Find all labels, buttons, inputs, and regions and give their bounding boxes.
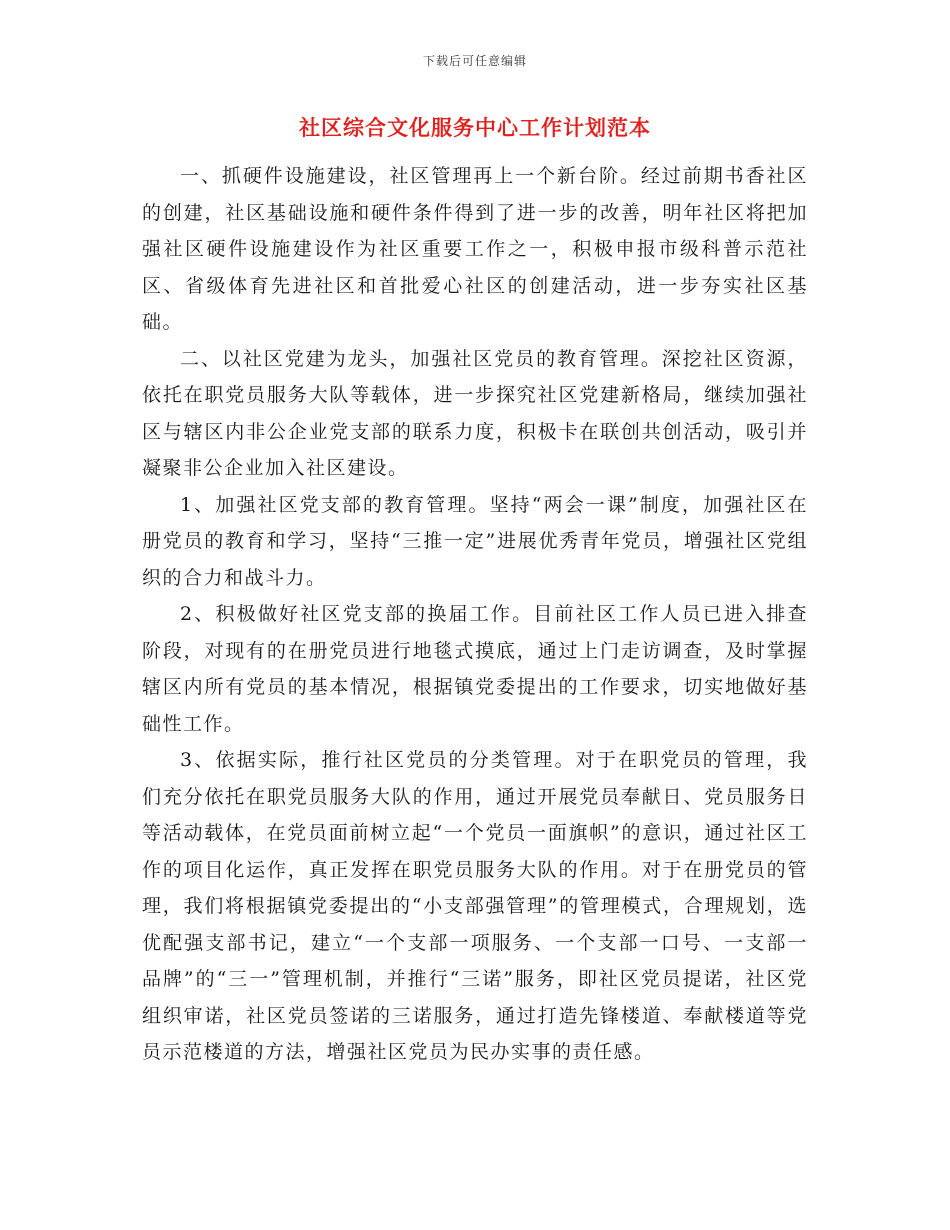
paragraph-item-1: 1、加强社区党支部的教育管理。坚持“两会一课”制度，加强社区在册党员的教育和学习，坚持“三推一定”进展优秀青年党员，增强社区党组织的合力和战斗力。 [142, 493, 808, 589]
paragraph-item-3: 3、依据实际，推行社区党员的分类管理。对于在职党员的管理，我们充分依托在职党员服务大队的作用，通过开展党员奉献日、党员服务日等活动载体，在党员面前树立起“一个党员一面旗帜”的意识，通过社区工作的项目化运作，真正发挥在职党员服务大队的作用。对于在册党员的管理，我们将根据镇党委提出的“小支部强管理”的管理模式，合理规划，选优配强支部书记，建立“一个支部一项服务、一个支部一口号、一支部一品牌”的“三一”管理机制，并推行“三诺”服务，即社区党员提诺，社区党组织审诺，社区党员签诺的三诺服务，通过打造先锋楼道、奉献楼道等党员示范楼道的方法，增强社区党员为民办实事的责任感。 [142, 749, 808, 1063]
header-note: 下载后可任意编辑 [422, 54, 527, 68]
paragraph-item-2: 2、积极做好社区党支部的换届工作。目前社区工作人员已进入排查阶段，对现有的在册党员进行地毯式摸底，通过上门走访调查，及时掌握辖区内所有党员的基本情况，根据镇党委提出的工作要求，切实地做好基础性工作。 [142, 603, 808, 735]
document-title: 社区综合文化服务中心工作计划范本 [299, 116, 651, 140]
paragraph-party-building: 二、以社区党建为龙头，加强社区党员的教育管理。深挖社区资源，依托在职党员服务大队等载体，进一步探究社区党建新格局，继续加强社区与辖区内非公企业党支部的联系力度，积极卡在联创共创活动，吸引并凝聚非公企业加入社区建设。 [142, 347, 808, 479]
paragraph-hardware: 一、抓硬件设施建设，社区管理再上一个新台阶。经过前期书香社区的创建，社区基础设施和硬件条件得到了进一步的改善，明年社区将把加强社区硬件设施建设作为社区重要工作之一，积极申报市级科普示范社区、省级体育先进社区和首批爱心社区的创建活动，进一步夯实社区基础。 [142, 165, 808, 333]
document-body [142, 158, 808, 1071]
